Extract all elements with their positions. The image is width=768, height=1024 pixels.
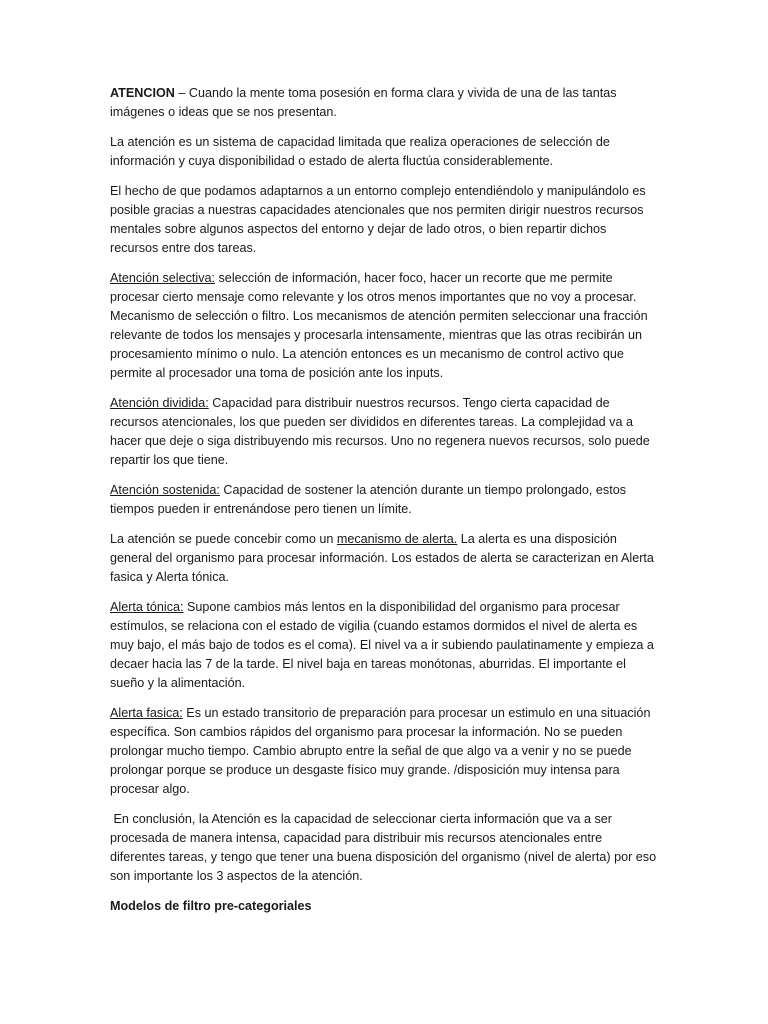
paragraph-atencion-definition [110,84,658,122]
paragraph-text: En conclusión, la Atención es la capacidad de seleccionar cierta información que va a ser procesada de manera intensa, capacidad para distribuir mis recursos atencionales entre diferentes tareas, y tengo que tener una buena disposición del organismo (nivel de alerta) por eso son importante los 3 aspectos de la atención. [110,812,660,883]
paragraph-capacidad-limitada [110,133,658,171]
term-atencion-selectiva: Atención selectiva: [110,271,216,285]
term-mecanismo-alerta: mecanismo de alerta. [336,532,458,546]
term-atencion-sostenida: Atención sostenida: [110,483,220,497]
paragraph-conclusion [110,810,658,886]
paragraph-text: El hecho de que podamos adaptarnos a un entorno complejo entendiéndolo y manipulándolo es posible gracias a nuestras capacidades atencionales que nos permiten dirigir nuestros recursos mentales sobre algunos aspectos del entorno y dejar de lado otros, o bien repartir dichos recursos entre dos tareas. [110,184,646,255]
paragraph-atencion-dividida [110,394,658,470]
paragraph-text: selección de información, hacer foco, hacer un recorte que me permite procesar cierto mensaje como relevante y los otros menos importantes que no voy a procesar. Mecanismo de selección o filtro. Los mecanismos de atención permiten seleccionar una fracción relevante de todos los mensajes y procesarla intensamente, mientras que las otras recibirán un procesamiento mínimo o nulo. La atención entonces es un mecanismo de control activo que permite al procesador una toma de posición ante los inputs. [110,271,648,380]
term-atencion-dividida: Atención dividida: [110,396,209,410]
paragraph-mecanismo-alerta [110,530,658,587]
paragraph-text: Es un estado transitorio de preparación para procesar un estimulo en una situación específica. Son cambios rápidos del organismo para procesar la información. No se pueden prolongar mucho tiempo. Cambio abrupto entre la señal de que algo va a venir y no se puede prolongar porque se produce un desgaste físico muy grande. /disposición muy intensa para procesar algo. [110,706,651,796]
paragraph-text: Capacidad para distribuir nuestros recursos. Tengo cierta capacidad de recursos atencionales, los que pueden ser divididos en diferentes tareas. La complejidad va a hacer que deje o siga distribuyendo mis recursos. Uno no regenera nuevos recursos, solo puede repartir los que tiene. [110,396,650,467]
paragraph-text: La atención se puede concebir como un [110,532,337,546]
term-alerta-tonica: Alerta tónica: [110,600,184,614]
paragraph-text: – Cuando la mente toma posesión en forma clara y vivida de una de las tantas imágenes o ideas que se nos presentan. [110,86,617,119]
paragraph-text: La alerta es una disposición general del organismo para procesar información. Los estados de alerta se caracterizan en Alerta fasica y Alerta tónica. [110,532,654,584]
paragraph-text: La atención es un sistema de capacidad limitada que realiza operaciones de selección de información y cuya disponibilidad o estado de alerta fluctúa considerablemente. [110,135,610,168]
paragraph-text: Supone cambios más lentos en la disponibilidad del organismo para procesar estímulos, se relaciona con el estado de vigilia (cuando estamos dormidos el nivel de alerta es muy bajo, el más bajo de todos es el coma). El nivel va a ir subiendo paulatinamente y empieza a decaer hacia las 7 de la tarde. El nivel baja en tareas monótonas, aburridas. El importante el sueño y la alimentación. [110,600,654,690]
term-alerta-fasica: Alerta fasica: [110,706,183,720]
paragraph-atencion-sostenida [110,481,658,519]
document-page [110,84,658,927]
paragraph-entorno-complejo [110,182,658,258]
section-heading-modelos-filtro: Modelos de filtro pre-categoriales [110,899,312,913]
paragraph-alerta-tonica [110,598,658,693]
paragraph-atencion-selectiva [110,269,658,383]
term-atencion: ATENCION [110,86,175,100]
paragraph-alerta-fasica [110,704,658,799]
paragraph-text: Capacidad de sostener la atención durante un tiempo prolongado, estos tiempos pueden ir entrenándose pero tienen un límite. [110,483,626,516]
